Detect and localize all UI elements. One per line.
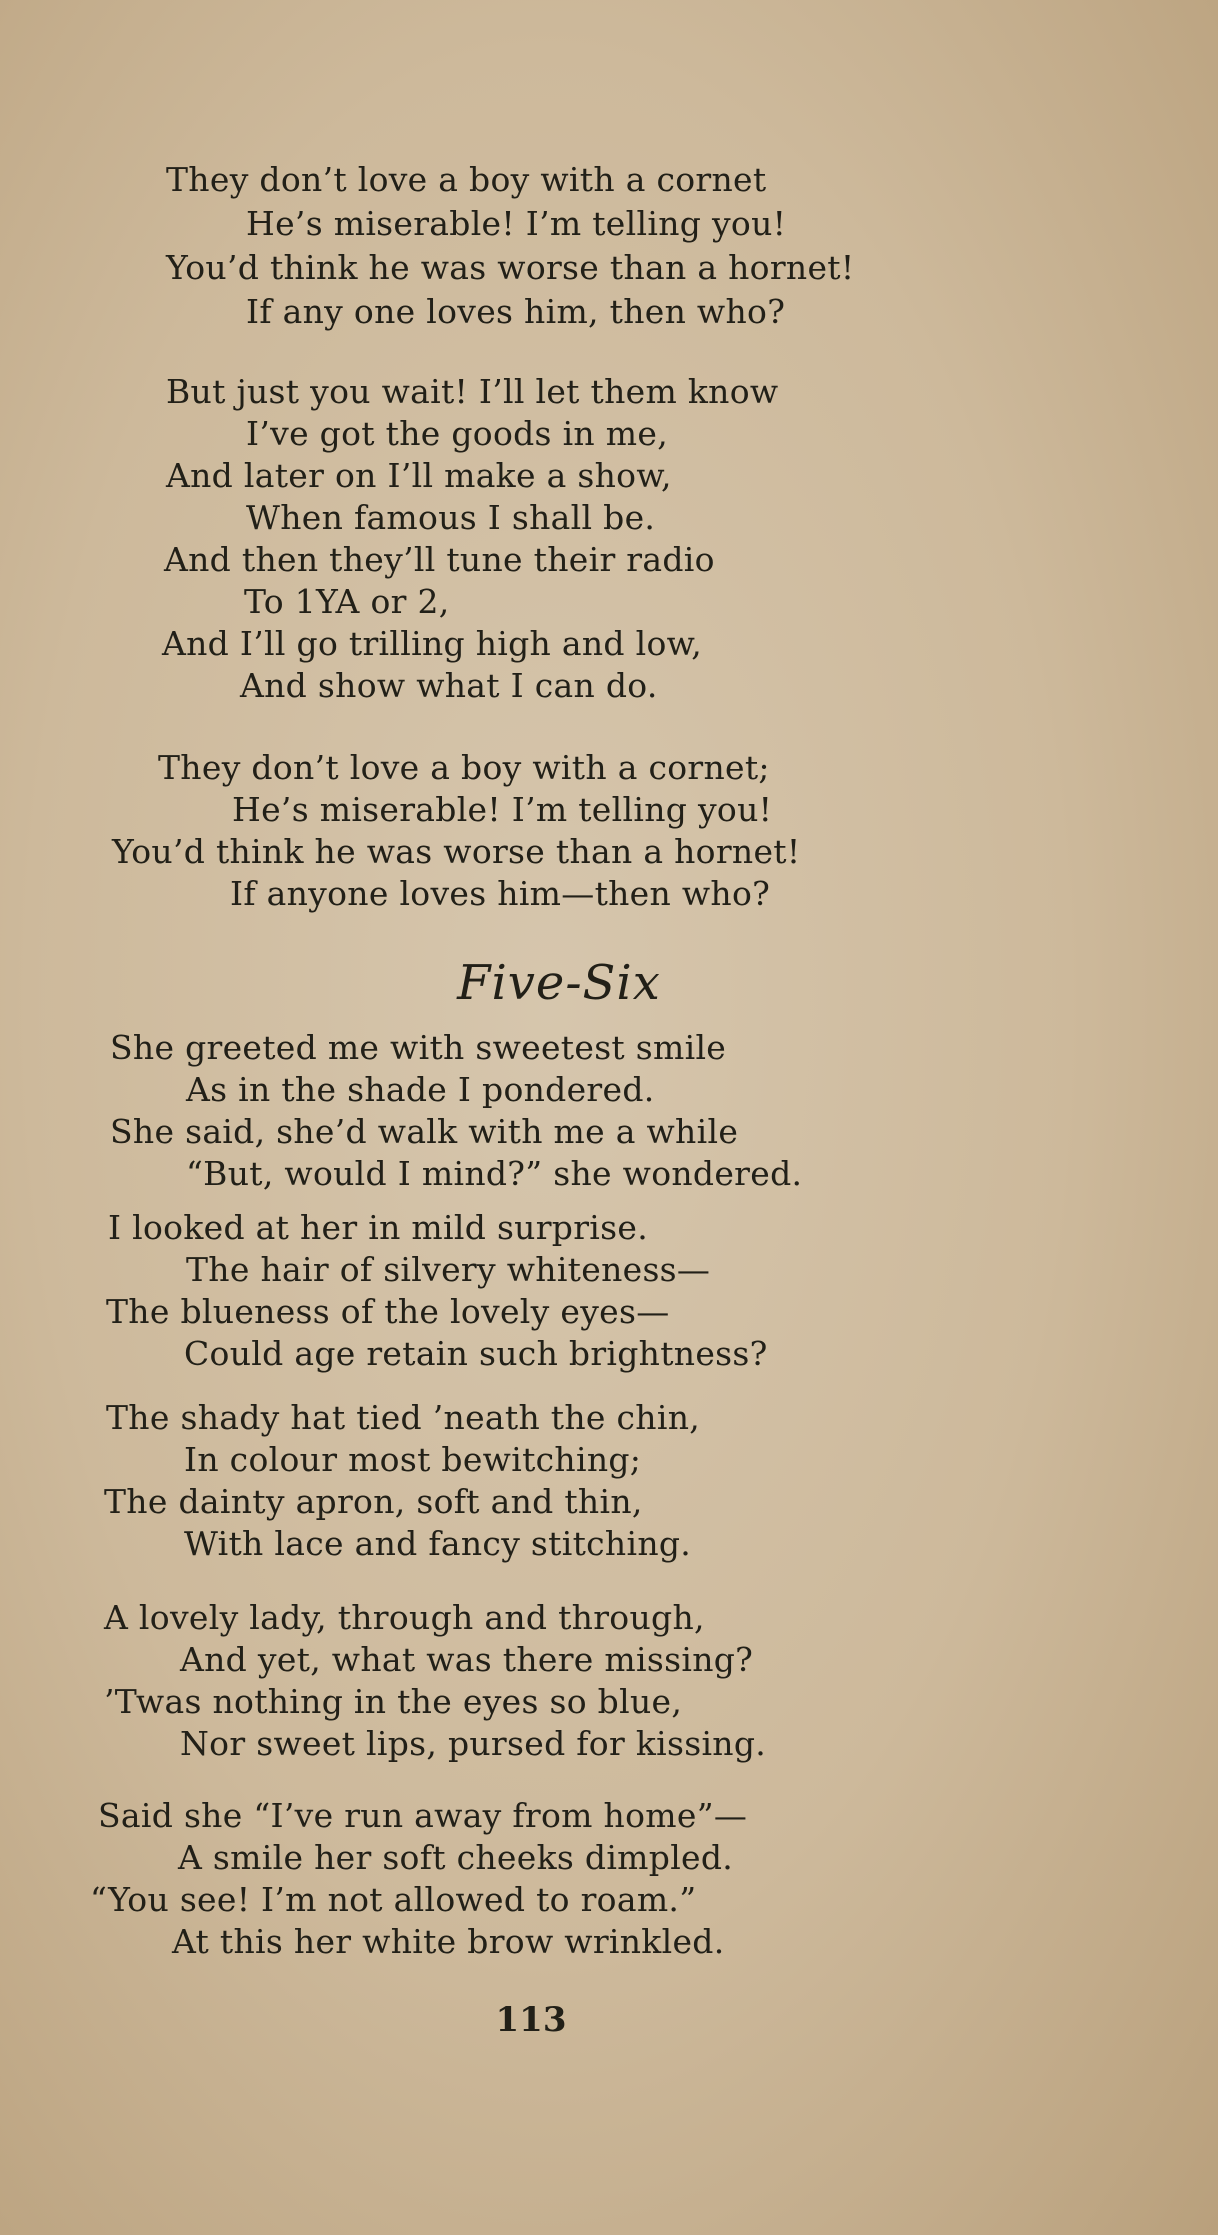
poem-line: She said, she’d walk with me a while: [110, 1112, 739, 1151]
poem-line: “You see! I’m not allowed to roam.”: [90, 1880, 697, 1919]
poem-line: To 1YA or 2,: [244, 582, 450, 621]
poem-line: If anyone loves him—then who?: [230, 874, 771, 913]
poem-line: They don’t love a boy with a cornet: [166, 160, 767, 199]
poem-title: Five-Six: [457, 955, 661, 1011]
poem-line: The dainty apron, soft and thin,: [104, 1482, 643, 1521]
poem-line: At this her white brow wrinkled.: [172, 1922, 725, 1961]
poem-line: When famous I shall be.: [246, 498, 656, 537]
poem-line: Said she “I’ve run away from home”—: [98, 1796, 748, 1835]
poem-line: A smile her soft cheeks dimpled.: [178, 1838, 734, 1877]
poem-line: As in the shade I pondered.: [186, 1070, 655, 1109]
poem-line: You’d think he was worse than a hornet!: [166, 248, 855, 287]
poem-line: I’ve got the goods in me,: [246, 414, 668, 453]
poem-line: Could age retain such brightness?: [184, 1334, 768, 1373]
poem-line: Nor sweet lips, pursed for kissing.: [180, 1724, 767, 1763]
poem-line: The blueness of the lovely eyes—: [106, 1292, 670, 1331]
poem-line: And later on I’ll make a show,: [166, 456, 672, 495]
poem-line: If any one loves him, then who?: [246, 292, 786, 331]
poem-line: In colour most bewitching;: [184, 1440, 642, 1479]
poem-line: And yet, what was there missing?: [180, 1640, 754, 1679]
poem-line: With lace and fancy stitching.: [184, 1524, 692, 1563]
poem-line: She greeted me with sweetest smile: [110, 1028, 727, 1067]
poem-line: “But, would I mind?” she wondered.: [186, 1154, 803, 1193]
poem-line: And I’ll go trilling high and low,: [162, 624, 703, 663]
poem-line: ’Twas nothing in the eyes so blue,: [104, 1682, 683, 1721]
poem-line: And show what I can do.: [240, 666, 658, 705]
page-number: 113: [495, 2000, 567, 2040]
poem-line: I looked at her in mild surprise.: [108, 1208, 649, 1247]
poem-line: A lovely lady, through and through,: [104, 1598, 705, 1637]
poem-line: The hair of silvery whiteness—: [186, 1250, 711, 1289]
poem-line: You’d think he was worse than a hornet!: [112, 832, 801, 871]
poem-line: The shady hat tied ’neath the chin,: [106, 1398, 701, 1437]
poem-line: They don’t love a boy with a cornet;: [158, 748, 770, 787]
poem-line: He’s miserable! I’m telling you!: [246, 204, 787, 243]
poem-line: And then they’ll tune their radio: [164, 540, 715, 579]
poem-line: He’s miserable! I’m telling you!: [232, 790, 773, 829]
poem-line: But just you wait! I’ll let them know: [166, 372, 779, 411]
